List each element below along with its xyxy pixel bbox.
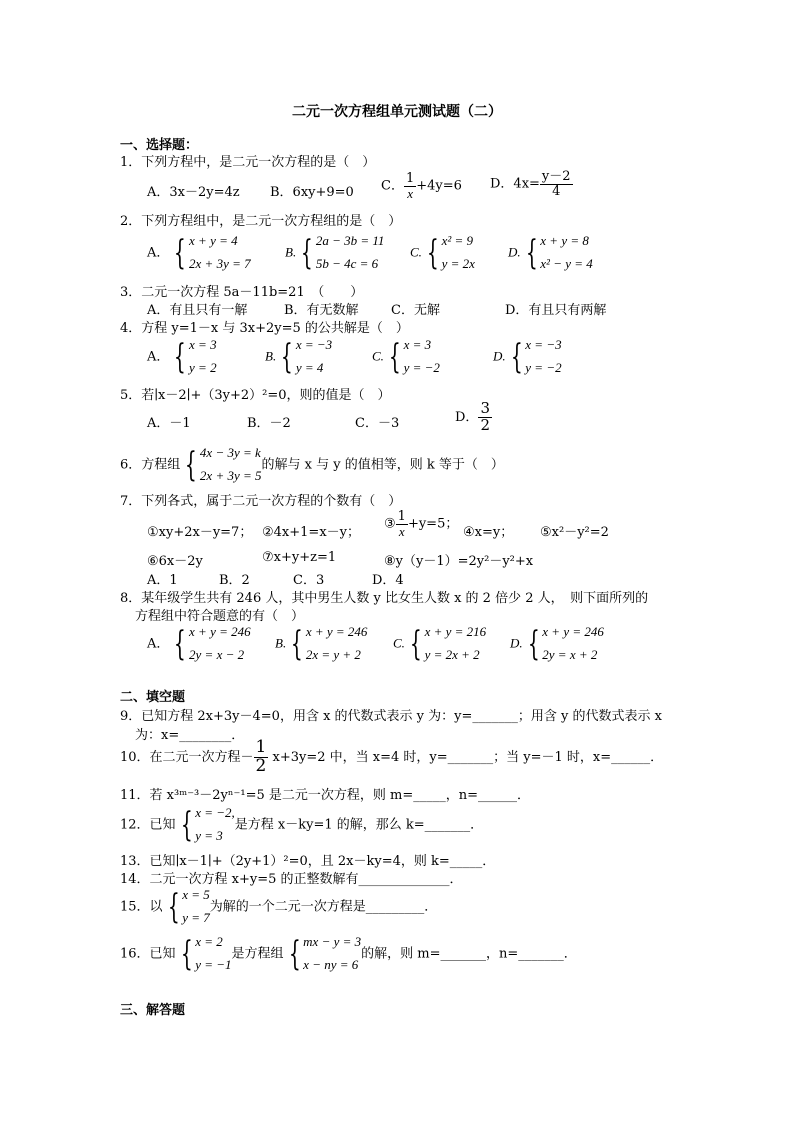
q1-option-c: C． $\frac{1}{x}$ +4y=6: [381, 171, 462, 201]
page-title: 二元一次方程组单元测试题（二）: [292, 104, 502, 120]
question-5-stem: 5．若∣x－2∣+（3y+2）²=0，则的值是（ ）: [120, 388, 391, 403]
q4-option-b: B. { x = −3 y = 4: [265, 336, 333, 377]
q3-option-a: A．有且只有一解: [147, 303, 248, 318]
question-14: 14．二元一次方程 x+y=5 的正整数解有______________．: [120, 872, 463, 887]
q4-option-d: D. { x = −3 y = −2: [493, 336, 562, 377]
q5-option-a: A．－1: [147, 416, 191, 431]
question-15: 15．以 { x = 5 y = 7 为解的一个二元一次方程是_________．: [120, 886, 438, 927]
q8-option-a: A． { x + y = 246 2y = x − 2: [147, 623, 251, 664]
q7-option-a: A．1: [147, 573, 178, 588]
question-6: 6．方程组 { 4x − 3y = k 2x + 3y = 5 的解与 x 与 y 的值相等，则 k 等于（ ）: [120, 444, 504, 485]
q7-option-c: C．3: [293, 573, 325, 588]
q1-option-b: B．6xy+9=0: [270, 185, 354, 200]
q3-option-b: B．有无数解: [284, 303, 359, 318]
question-9-line1: 9．已知方程 2x+3y－4=0，用含 x 的代数式表示 y 为：y=_______；用含 y 的代数式表示 x: [120, 709, 662, 724]
q2-option-a: A． { x + y = 4 2x + 3y = 7: [147, 232, 251, 273]
question-12: 12．已知 { x = −2, y = 3 是方程 x－ky=1 的解，那么 k=_______．: [120, 804, 484, 845]
q7-option-b: B．2: [219, 573, 250, 588]
q8-option-d: D. { x + y = 246 2y = x + 2: [510, 623, 604, 664]
question-1-stem: 1．下列方程中，是二元一次方程的是（ ）: [120, 155, 376, 170]
question-8-line1: 8．某年级学生共有 246 人，其中男生人数 y 比女生人数 x 的 2 倍少 2 人， 则下面所列的: [120, 591, 649, 606]
q1-option-d: D．4x= $\frac{y-2}{4}$: [490, 169, 571, 199]
q7-item-5: ⑤x²－y²=2: [540, 525, 609, 540]
q2-option-b: B. { 2a − 3b = 11 5b − 4c = 6: [285, 232, 385, 273]
q4-option-c: C. { x = 3 y = −2: [372, 336, 440, 377]
q3-option-d: D．有且只有两解: [505, 303, 607, 318]
question-4-stem: 4．方程 y=1－x 与 3x+2y=5 的公共解是（ ）: [120, 321, 409, 336]
question-10: 10．在二元一次方程－ $\frac{1}{2}$ x+3y=2 中，当 x=4 时，y=_______；当 y=－1 时，x=______．: [120, 737, 664, 776]
q5-option-d: D． $\frac{3}{2}$: [455, 399, 490, 434]
q1-option-a: A．3x－2y=4z: [147, 185, 240, 200]
q7-item-1: ①xy+2x－y=7；: [147, 525, 253, 540]
question-13: 13．已知∣x－1∣+（2y+1）²=0，且 2x－ky=4，则 k=_____．: [120, 854, 496, 869]
question-9-line2: 为：x=________．: [135, 728, 245, 743]
q7-item-6: ⑥6x－2y: [147, 554, 203, 569]
question-8-line2: 方程组中符合题意的有（ ）: [135, 609, 305, 624]
q7-item-3: ③ $\frac{1}{x}$ +y=5；: [384, 509, 459, 539]
question-11: 11．若 x³ᵐ⁻³－2yⁿ⁻¹=5 是二元一次方程，则 m=_____，n=______．: [120, 788, 530, 803]
q7-item-4: ④x=y；: [463, 525, 514, 540]
section-heading-fill: 二、填空题: [120, 690, 186, 705]
q7-item-8: ⑧y（y－1）=2y²－y²+x: [384, 554, 534, 569]
question-2-stem: 2．下列方程组中，是二元一次方程组的是（ ）: [120, 214, 402, 229]
q3-option-c: C．无解: [391, 303, 440, 318]
q7-option-d: D．4: [372, 573, 404, 588]
question-3-stem: 3．二元一次方程 5a－11b=21 （ ）: [120, 285, 364, 300]
q4-option-a: A． { x = 3 y = 2: [147, 336, 217, 377]
q2-option-d: D. { x + y = 8 x² − y = 4: [508, 232, 593, 273]
q5-option-b: B．－2: [247, 416, 291, 431]
question-16: 16．已知 { x = 2 y = −1 是方程组 { mx − y = 3 x − ny = 6 的解，则 m=_______，n=_______．: [120, 933, 577, 974]
q7-item-2: ②4x+1=x－y；: [262, 525, 360, 540]
q8-option-b: B. { x + y = 246 2x = y + 2: [275, 623, 368, 664]
q5-option-c: C．－3: [355, 416, 400, 431]
question-7-stem: 7．下列各式，属于二元一次方程的个数有（ ）: [120, 494, 402, 509]
q8-option-c: C. { x + y = 216 y = 2x + 2: [393, 623, 487, 664]
q2-option-c: C. { x² = 9 y = 2x: [410, 232, 475, 273]
section-heading-solve: 三、解答题: [120, 1003, 186, 1018]
section-heading-choice: 一、选择题：: [120, 138, 199, 153]
q7-item-7: ⑦x+y+z=1: [262, 550, 337, 565]
